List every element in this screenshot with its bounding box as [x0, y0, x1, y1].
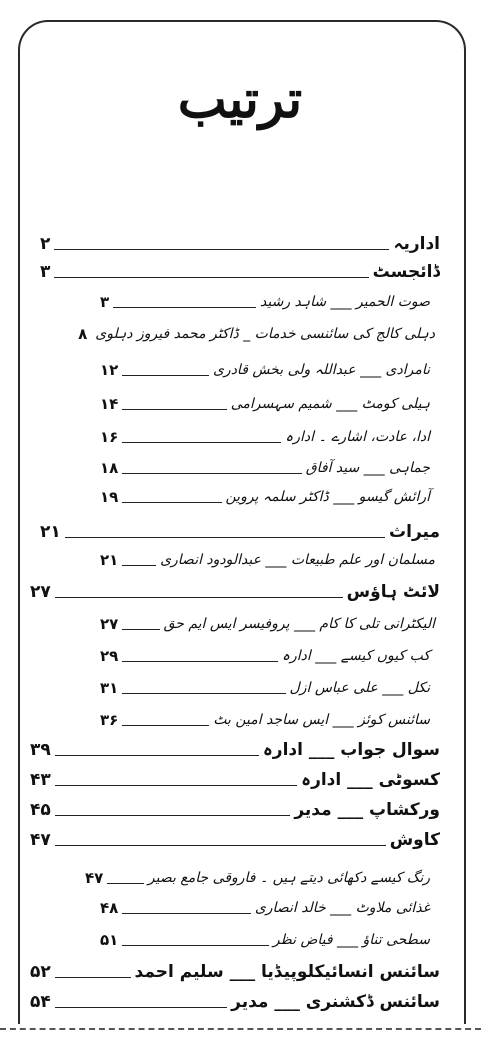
entry-page: ۵۲ [30, 962, 51, 982]
toc-entry [40, 260, 440, 284]
bottom-divider [0, 1028, 481, 1030]
leader-line [122, 661, 278, 662]
leader-line [122, 409, 226, 410]
leader-line [55, 755, 259, 756]
entry-title: ادا، عادت، اشارے ۔ ادارہ [285, 429, 430, 445]
toc-entry [100, 896, 430, 920]
leader-line [122, 629, 159, 630]
toc-entry [100, 425, 430, 449]
toc-entry [100, 548, 435, 572]
entry-page: ۸ [78, 325, 88, 343]
leader-line [107, 883, 144, 884]
entry-title: دہلی کالج کی سائنسی خدمات _ ڈاکٹر محمد فیروز دہلوی [95, 326, 435, 342]
toc-entry [30, 990, 440, 1014]
entry-title: سائنس کوئز ___ ایس ساجد امین بٹ [213, 712, 430, 728]
toc-entry [100, 708, 430, 732]
leader-line [122, 565, 156, 566]
toc-entry [100, 456, 430, 480]
entry-title: کاوش [389, 830, 440, 850]
entry-page: ۱۸ [100, 459, 119, 477]
entry-page: ۴۵ [30, 800, 51, 820]
entry-page: ۲۷ [30, 582, 51, 602]
entry-page: ۱۴ [100, 395, 119, 413]
toc-entry [100, 676, 430, 700]
entry-page: ۲۱ [100, 551, 119, 569]
entry-title: مسلمان اور علم طبیعات ___ عبدالودود انصاری [160, 552, 435, 568]
leader-line [122, 913, 251, 914]
leader-line [122, 502, 221, 503]
toc-entry [100, 392, 430, 416]
page-title: ترتیب [177, 69, 303, 130]
entry-page: ۱۲ [100, 361, 119, 379]
entry-title: الیکٹرانی تلی کا کام ___ پروفیسر ایس ایم حق [163, 616, 435, 632]
toc-entry [100, 612, 435, 636]
toc-entry [100, 928, 430, 952]
toc-entry [30, 960, 440, 984]
toc-entry [40, 232, 440, 256]
entry-page: ۳ [40, 262, 51, 282]
leader-line [122, 442, 281, 443]
entry-page: ۱۶ [100, 428, 119, 446]
entry-title: نکل ___ علی عباس ازل [289, 680, 430, 696]
entry-title: رنگ کیسے دکھائی دیتے ہیں ۔ فاروقی جامع بصیر [147, 870, 430, 886]
toc-entry [40, 520, 440, 544]
leader-line [55, 597, 343, 598]
entry-title: ڈائجسٹ [372, 262, 440, 282]
entry-page: ۳ [100, 293, 110, 311]
entry-page: ۳۶ [100, 711, 119, 729]
toc-entry [100, 358, 430, 382]
entry-page: ۴۸ [100, 899, 119, 917]
entry-page: ۴۷ [30, 830, 51, 850]
toc-entry [85, 866, 430, 890]
entry-title: جماہی ___ سید آفاق [305, 460, 430, 476]
entry-page: ۲۱ [40, 522, 61, 542]
leader-line [65, 537, 385, 538]
entry-page: ۱۹ [100, 488, 119, 506]
entry-title: میراث [389, 522, 440, 542]
entry-title: صوت الحمیر ___ شاہد رشید [260, 294, 430, 310]
entry-page: ۲۹ [100, 647, 119, 665]
toc-entry [30, 798, 440, 822]
leader-line [122, 693, 285, 694]
entry-title: آرائش گیسو ___ ڈاکٹر سلمہ پروین [225, 489, 430, 505]
entry-title: سطحی تناؤ ___ فیاض نظر [272, 932, 430, 948]
entry-page: ۴۷ [85, 869, 104, 887]
leader-line [55, 1007, 227, 1008]
leader-line [55, 845, 386, 846]
leader-line [122, 945, 269, 946]
leader-line [55, 815, 291, 816]
leader-line [55, 785, 297, 786]
toc-entry [100, 485, 430, 509]
entry-title: ورکشاپ ___ مدیر [294, 800, 440, 820]
entry-title: سائنس انسائیکلوپیڈیا ___ سلیم احمد [134, 962, 440, 982]
entry-page: ۳۹ [30, 740, 51, 760]
toc-entry [78, 322, 435, 346]
leader-line [54, 249, 389, 250]
toc-entry [30, 580, 440, 604]
toc-entry [100, 290, 430, 314]
entry-title: سوال جواب ___ ادارہ [262, 740, 440, 760]
toc-entry [30, 738, 440, 762]
leader-line [122, 473, 301, 474]
entry-title: اداریہ [393, 234, 440, 254]
entry-title: ہیلی کومٹ ___ شمیم سہسرامی [230, 396, 430, 412]
toc-entry [30, 768, 440, 792]
entry-title: کسوٹی ___ ادارہ [301, 770, 440, 790]
leader-line [55, 977, 131, 978]
leader-line [113, 307, 256, 308]
entry-page: ۴۳ [30, 770, 51, 790]
toc-entry [100, 644, 430, 668]
leader-line [122, 725, 209, 726]
entry-page: ۳۱ [100, 679, 119, 697]
entry-title: سائنس ڈکشنری ___ مدیر [231, 992, 440, 1012]
entry-title: نامرادی ___ عبداللہ ولی بخش قادری [212, 362, 430, 378]
entry-title: لائٹ ہاؤس [346, 582, 440, 602]
entry-page: ۲۷ [100, 615, 119, 633]
toc-entry [30, 828, 440, 852]
entry-title: کب کیوں کیسے ___ ادارہ [281, 648, 430, 664]
entry-page: ۵۴ [30, 992, 51, 1012]
leader-line [54, 277, 368, 278]
entry-page: ۵۱ [100, 931, 119, 949]
entry-title: غذائی ملاوٹ ___ خالد انصاری [254, 900, 430, 916]
entry-page: ۲ [40, 234, 51, 254]
leader-line [122, 375, 209, 376]
